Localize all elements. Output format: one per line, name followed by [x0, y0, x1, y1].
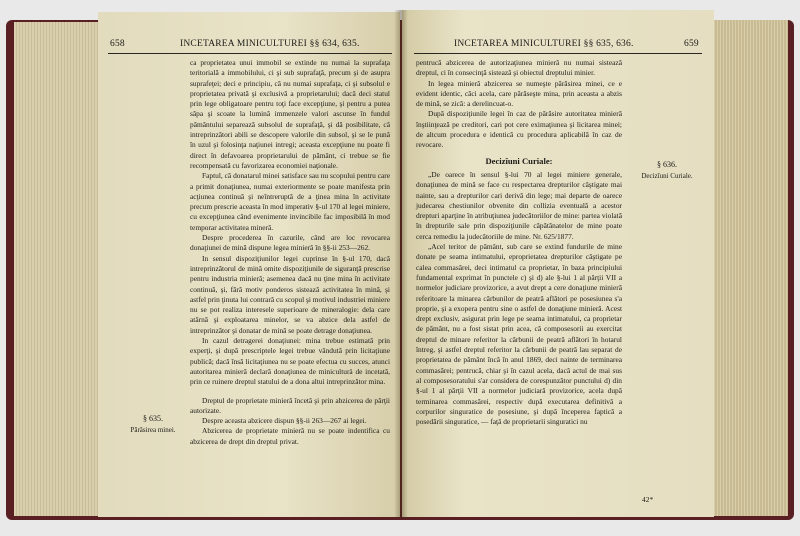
left-paragraph: Faptul, că donatarul minei satisface sau nu scopului pentru care a primit donaţiunea, numai exteriormente se poate manifesta prin acţiunea continuă şi neîntreruptă de a ţinea mina în activitate precum prescrie aceasta în mod imperativ §-ul 170 al legei miniere, cu excepţiunea când evenimente invincibile fac imposibilă în mod temporar activitatea mineră. — [190, 171, 390, 232]
left-running-header: INCETAREA MINICULTUREI §§ 634, 635. — [180, 39, 360, 49]
left-page — [98, 12, 400, 517]
left-header-rule — [108, 53, 392, 54]
left-paragraph: ca proprietatea unui immobil se extinde nu numai la suprafaţa teritorială a immobilului, ci şi sub suprafaţă, precum şi de asupra suprafeţei; deci e principiu, că nu numai suprafaţa, ci şi subsolul e proprietatea privată şi exclusivă a proprietarului; dacă deci statul prin lege obligatoare pentru toţi face excepţiune, şi pentru a putea săpa şi scoate la lumină immenzele valori ascunse în fundul pământului separează subsolul de suprafaţă, şi dă posibilitate, că intreprinzători abili se descopere valorile din subsol, şi se le pună în uzul şi folosinţa naţiunei intregi; aceasta excepţiune nu poate fi direct în defavoarea proprietarului de pământ, ci trebue se fie recompensată cu favorizarea economiei naţionale. — [190, 58, 390, 170]
right-page — [402, 10, 714, 517]
right-paragraph: In legea minieră abzicerea se numeşte părăsirea minei, ce e evident identic, căci acela, care părăseşte mina, prin aceasta a abzis de mină, se zică: a derelincuat-o. — [416, 78, 622, 109]
left-paragraph: In sensul dispoziţiunilor legei cuprinse în §-ul 170, dacă intreprinzătorul de mină omite dispoziţiunile de siguranţă prescrise pentru industria minieră; asemenea dacă nu ţine mina în activitate continuă, şi, fără motiv ponderos sistează activitatea în mină, şi astfel prin ţinuta lui contrară cu scopul şi motivul industriei miniere nu se pot realiza interesele superioare de mineralogie: dela care atârnă şi exploatarea minelor, se va abzice dela astfel de intreprinzător şi donatar de mină se poate detrage donaţiunea. — [190, 253, 390, 335]
left-paragraph: In cazul detragerei donaţiunei: mina trebue estimată prin experţi, şi după prescriptele legei trebue vândută prin licitaţiune publică; dacă însă licitaţiunea nu se poate efectua cu succes, atunci autoritarea minieră declară donaţiunea de miniculturä de incetată, prin ce ruinere dreptul statului de a dona altui intreprinzător mina. — [190, 336, 390, 387]
right-text-column — [416, 58, 622, 427]
left-page-number: 658 — [110, 39, 125, 49]
margin-section-number: § 636. — [657, 160, 677, 169]
left-page-stack — [14, 22, 100, 516]
margin-section-title: Părăsirea minei. — [130, 426, 176, 434]
right-page-stack — [712, 20, 788, 516]
right-paragraph: După dispoziţiunile legei în caz de părăsire autoritatea minieră înştiinţează pe creditori, cari pot cere eximaţiunea şi licitarea minei; de altcum procedura e identică cu procedura aplicabilă în caz de revocare. — [416, 109, 622, 150]
left-margin-note — [124, 414, 182, 435]
left-section-paragraph: Dreptul de proprietate minieră încetă şi prin abzicerea de părţii autorizate. — [190, 395, 390, 415]
left-section-paragraph: Abzicerea de proprietate minieră nu se poate indentifica cu abzicerea de drept din dreptul privat. — [190, 426, 390, 446]
decision-paragraph: „Acel teritor de pământ, sub care se extind fundurile de mine donate pe seama intimatului, eproprietatea drepturilor câştigate pe calea commasărei, deci intimatul ca proprietar, în baza principiului fundamental exprimat în punctele c) şi d) ale §-lui 1 al părţii VII a normelor judiciare provizorice, a avut drept a cere donaţiune minieră referitoare la minarea cărbunilor de peatră aflători pe posesiunea s'a proprie, şi a exopera pentru sine o astfel de donaţiune minieră. Acest drept exclusiv, asigurat prin lege pe seama intimatului, ca proprietar de pământ, nu a fost sistat prin acea, că composesorii au exercitat dreptul de minare referitor la cărbunii de peatră aflători în hotarul întreg, şi astfel dreptul referitor la cărbunii de peatră lau separat de proprietatea de pământ încă în anul 1869, deci nainte de terminarea commasărei; pentrucă, chiar şi în cazul acela, dacă actul de mai sus al composesoratului s'ar considera de corespunzător punctului d) din §-ul 1 al părţii VII a normelor judiciară provizorice, acela după terminarea commasărei, respectiv după executarea definitivă a corpurilor singuratice de posesiune, şi după începerea faptică a posedării singuratice, — faţă de proprietarii singuratici nu — [416, 242, 622, 427]
decision-paragraph: „De oarece în sensul §-lui 70 al legei miniere generale, donaţiunea de mină se face cu respectarea drepturilor câştigate mai nainte, sau a drepturilor cari derivă din lege; mai departe de oarece judecarea chestiunilor obvenite din collizia eventuală a acestor drepturi aparţine în atribuţiunea judecătoriilor de mine: partea violată în drepturile sale prin dispoziţiunile căpătănatelor de mine poate cerca remediu la judecătoriile de mine. Nr. 625/1877. — [416, 169, 622, 241]
right-header-rule — [414, 53, 702, 54]
decisions-heading: Decizîuni Curiale: — [485, 155, 553, 166]
right-paragraph: pentrucă abzicerea de autorizaţiunea minieră nu numai sistează dreptul, ci în consecinţă sistează şi obiectul dreptului minier. — [416, 58, 622, 78]
left-text-column — [190, 58, 390, 447]
margin-section-title: Decizîuni Curiale. — [641, 172, 693, 180]
book-gutter — [394, 10, 408, 518]
right-page-number: 659 — [684, 39, 699, 49]
left-paragraph: Despre procederea în cazurile, când are loc revocarea donaţiunei de mină dispune legea minieră în §§-ii 253—262. — [190, 233, 390, 253]
right-margin-note — [630, 160, 704, 181]
right-running-header: INCETAREA MINICULTUREI §§ 635, 636. — [454, 39, 634, 49]
signature-mark: 42* — [642, 495, 654, 504]
left-section-paragraph: Despre aceasta abzicere dispun §§-ii 263—267 ai legei. — [202, 416, 367, 426]
margin-section-number: § 635. — [143, 414, 163, 423]
